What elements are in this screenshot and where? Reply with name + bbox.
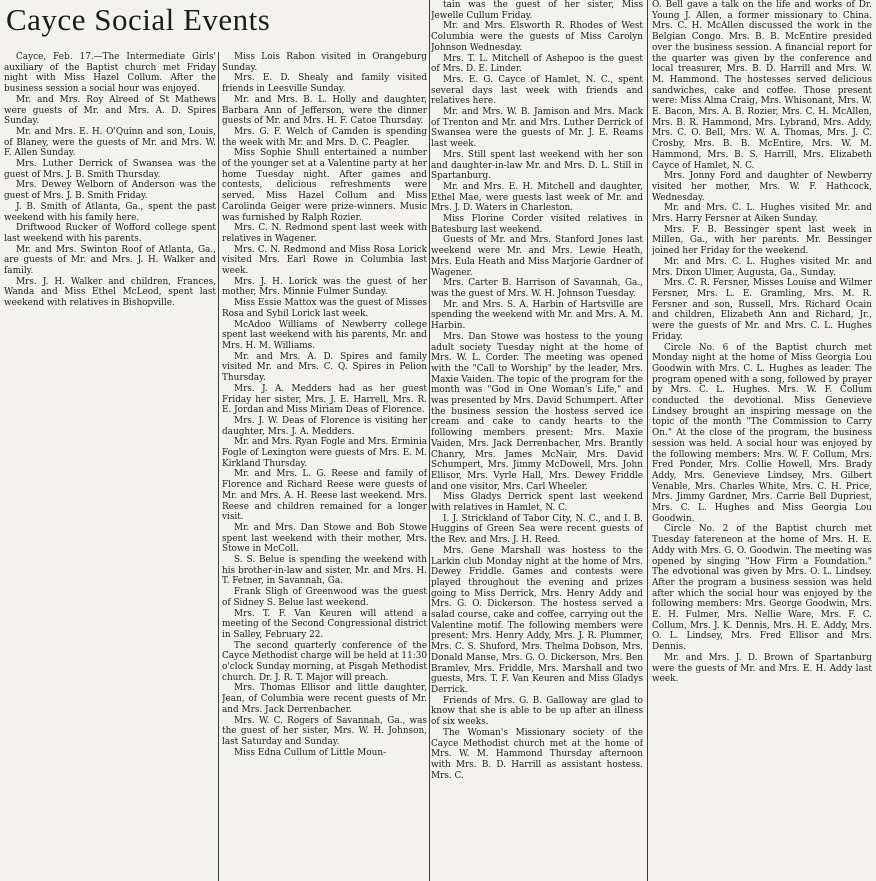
headline: Cayce Social Events [6, 2, 271, 37]
column-3 [431, 0, 643, 881]
news-item: Miss Gladys Derrick spent last weekend with relatives in Hamlet, N. C. [431, 492, 643, 514]
news-item: Mr. and Mrs. J. D. Brown of Spartanburg were the guests of Mr. and Mrs. E. H. Addy last week. [652, 652, 872, 685]
news-item: McAdoo Williams of Newberry college spent last weekend with his parents, Mr. and Mrs. H. M. Williams. [222, 319, 427, 351]
news-item: Mr. and Mrs. E. H. Mitchell and daughter, Ethel Mae, were guests last week of Mr. and Mrs. J. D. Waters in Charleston. [431, 181, 643, 214]
news-item: Mrs. C. R. Fersner, Misses Louise and Wilmer Fersner, Mrs. L. E. Gramling, Mrs. M. R. Fersner and son, Russell, Mrs. Richard Ocain and children, Elizabeth Ann and Richard, Jr., were the guests of Mr. and Mrs. C. L. Hughes Friday. [652, 278, 872, 342]
news-item: tain was the guest of her sister, Miss Jewelle Cullum Friday. [431, 0, 643, 21]
news-item: Mr. and Mrs. L. G. Reese and family of Florence and Richard Reese were guests of Mr. and Mrs. A. H. Reese last weekend. Mrs. Reese and children remained for a longer visit. [222, 469, 427, 523]
news-item: Circle No. 6 of the Baptist church met Monday night at the home of Miss Georgia Lou Goodwin with Mrs. C. L. Hughes as leader. The program opened with a song, followed by prayer by Mrs. C. L. Hughes. Mrs. W. F. Collum conducted the devotional. Miss Genevieve Lindsey brought an inspiring message on the topic of the month "The Commission to Carry On." At the close of the program, the business session was held. A social hour was enjoyed by the following members: Mrs. W. F. Collum, Mrs. Fred Ponder, Mrs. Collie Howell, Mrs. Brady Addy, Mrs. Genevieve Lindsey, Mrs. Gilbert Venable, Mrs. Charles White, Mrs. C. H. Price, Mrs. Jimmy Gardner, Mrs. Carrie Bell Dupriest, Mrs. C. L. Hughes and Miss Georgia Lou Goodwin. [652, 342, 872, 524]
news-item: Mr. and Mrs. W. B. Jamison and Mrs. Mack of Trenton and Mr. and Mrs. Luther Derrick of Swansea were the guests of Mr. J. E. Reams last week. [431, 107, 643, 150]
news-item: Mrs. J. A. Medders had as her guest Friday her sister, Mrs. J. E. Harrell, Mrs. R. E. Jordan and Miss Miriam Deas of Florence. [222, 383, 427, 416]
news-item: Mrs. E. G. Cayce of Hamlet, N. C., spent several days last week with friends and relatives here. [431, 74, 643, 107]
news-item: Guests of Mr. and Mrs. Stanford Jones last weekend were Mr. and Mrs. Lewie Heath, Mrs. Eula Heath and Miss Marjorie Gardner of Wagener. [431, 235, 643, 278]
news-item: Mr. and Mrs. Swinton Roof of Atlanta, Ga., are guests of Mr. and Mrs. J. H. Walker and family. [4, 244, 216, 277]
news-item: Miss Lois Rabon visited in Orangeburg Sunday. [222, 52, 427, 73]
news-item: Mrs. C. N. Redmond spent last week with relatives in Wagener. [222, 223, 427, 244]
news-item: Miss Essie Mattox was the guest of Misses Rosa and Sybil Lorick last week. [222, 298, 427, 319]
column-1 [4, 52, 216, 881]
news-item: Mrs. Gene Marshall was hostess to the Larkin club Monday night at the home of Mrs. Dewey Friddle. Games and contests were played throughout the evening and prizes going to Miss Derrick, Mrs. Henry Addy and Mrs. G. O. Dickerson. The hostess served a salad course, cake and coffee, carrying out the Valentine motif. The following members were present: Mrs. Henry Addy, Mrs. J. R. Plummer, Mrs. C. S. Shuford, Mrs. Thelma Dobson, Mrs. Donald Manse, Mrs. G. O. Dickerson, Mrs. Ben Bramlev, Mrs. Friddle, Mrs. Marshall and two guests, Mrs. T. F. Van Keuren and Miss Gladys Derrick. [431, 545, 643, 695]
news-item: O. Bell gave a talk on the life and works of Dr. Young J. Allen, a former missionary to China. Mrs. C. H. McAllen discussed the work in the Belgian Congo. Mrs. B. B. McEntire presided over the business session. A financial report for the quarter was given by the conference and local treasurer, Mrs. B. D. Harrill and Mrs. W. M. Hammond. The hostesses served delicious sandwiches, cake and coffee. Those present were: Miss Alma Craig, Mrs. Whisonant, Mrs. W. E. Bacon, Mrs. A. B. Rozier, Mrs. C. H. McAllen, Mrs. B. R. Hammond, Mrs. Lybrand, Mrs. Addy, Mrs. C. O. Bell, Mrs. W. A. Thomas, Mrs. J. C. Crosby, Mrs. B. B. McEntire, Mrs. W. M. Hammond, Mrs. B. S. Harrill, Mrs. Elizabeth Cayce of Hamlet, N. C. [652, 0, 872, 171]
news-item: Mrs. Dan Stowe was hostess to the young adult society Tuesday night at the home of Mrs. W. L. Corder. The meeting was opened with the "Call to Worship" by the leader, Mrs. Maxie Vaiden. The topic of the program for the month was "God in One Woman's Life," and was presented by Mrs. David Schumpert. After the business session the hostess served ice cream and cake to candy hearts to the following members present: Mrs. Maxie Vaiden, Mrs. Jack Derrenbacher, Mrs. Brantly Chanry, Mrs. James McNair, Mrs. David Schumpert, Mrs. Jimmy McDowell, Mrs. John Ellisor, Mrs. Vyrle Hall, Mrs. Dewey Friddle and one visitor, Mrs. Carl Wheeler. [431, 331, 643, 492]
column-divider [218, 52, 219, 881]
news-item: Driftwood Rucker of Wofford college spent last weekend with his parents. [4, 223, 216, 244]
column-divider [647, 0, 648, 881]
column-4 [652, 0, 872, 881]
column-divider [429, 0, 430, 881]
news-item: Mrs. Thomas Ellisor and little daughter, Jean, of Columbia were recent guests of Mr. and Mrs. Jack Derrenbacher. [222, 683, 427, 715]
news-item: The Woman's Missionary society of the Cayce Methodist church met at the home of Mrs. W. M. Hammond Thursday afternoon with Mrs. B. D. Harrill as assistant hostess. Mrs. C. [431, 727, 643, 781]
news-item: Mr. and Mrs. B. L. Holly and daughter, Barbara Ann of Jefferson, were the dinner guests of Mr. and Mrs. H. F. Catoe Thursday. [222, 94, 427, 127]
news-item: The second quarterly conference of the Cayce Methodist charge will be held at 11:30 o'clock Sunday morning, at Pisgah Methodist church. Dr. J. R. T. Major will preach. [222, 640, 427, 683]
news-item: Mr. and Mrs. C. L. Hughes visited Mr. and Mrs. Dixon Ulmer, Augusta, Ga., Sunday. [652, 256, 872, 278]
news-item: Mrs. J. H. Lorick was the guest of her mother, Mrs. Minnie Fulmer Sunday. [222, 276, 427, 298]
news-item: Mr. and Mrs. A. D. Spires and family visited Mr. and Mrs. C. Q. Spires in Pelion Thursday. [222, 351, 427, 384]
news-item: Mrs. T. L. Mitchell of Ashepoo is the guest of Mrs. D. E. Linder. [431, 53, 643, 75]
news-item: Mrs. Still spent last weekend with her son and daughter-in-law Mr. and Mrs. D. L. Still in Spartanburg. [431, 149, 643, 182]
news-item: Miss Florine Corder visited relatives in Batesburg last weekend. [431, 214, 643, 235]
news-item: Mr. and Mrs. Roy Alreed of St Mathews were guests of Mr. and Mrs. A. D. Spires Sunday. [4, 94, 216, 127]
news-item: Mrs. J. H. Walker and children, Frances, Wanda and Miss Ethel McLeod, spent last weekend with relatives in Bishopville. [4, 276, 216, 309]
column-2 [222, 52, 427, 881]
news-item: S. S. Belue is spending the weekend with his brother-in-law and sister, Mr. and Mrs. H. T. Fetner, in Savannah, Ga. [222, 555, 427, 587]
news-item: Mrs. Dewey Welborn of Anderson was the guest of Mrs. J. B. Smith Friday. [4, 180, 216, 202]
news-item: Mr. and Mrs. Ryan Fogle and Mrs. Erminia Fogle of Lexington were guests of Mrs. E. M. Kirkland Thursday. [222, 437, 427, 469]
news-item: Mrs. Luther Derrick of Swansea was the guest of Mrs. J. B. Smith Thursday. [4, 159, 216, 180]
news-item: Mrs. E. D. Shealy and family visited friends in Leesville Sunday. [222, 73, 427, 95]
news-item: Cayce, Feb. 17.—The Intermediate Girls' auxiliary of the Baptist church met Friday night with Miss Hazel Collum. After the business session a social hour was enjoyed. [4, 52, 216, 95]
news-item: Mrs. J. W. Deas of Florence is visiting her daughter, Mrs. J. A. Medders. [222, 415, 427, 437]
news-item: Frank Sligh of Greenwood was the guest of Sidney S. Belue last weekend. [222, 587, 427, 608]
news-item: Mrs. Jonny Ford and daughter of Newberry visited her mother, Mrs. W. F. Hathcock, Wednesday. [652, 171, 872, 203]
news-item: Friends of Mrs. G. B. Galloway are glad to know that she is able to be up after an illness of six weeks. [431, 695, 643, 728]
news-item: Miss Sophie Shull entertained a number of the younger set at a Valentine party at her home Tuesday night. After games and contests, delicious refreshments were served. Miss Hazel Collum and Miss Carolinda Geiger were prize-winners. Music was furnished by Ralph Rozier. [222, 148, 427, 223]
news-item: Mr. and Mrs. S. A. Harbin of Hartsville are spending the weekend with Mr. and Mrs. A. M. Harbin. [431, 299, 643, 332]
news-item: Mrs. W. C. Rogers of Savannah, Ga., was the guest of her sister, Mrs. W. H. Johnson, last Saturday and Sunday. [222, 715, 427, 747]
news-item: Mrs. G. F. Welch of Camden is spending the week with Mr. and Mrs. D. C. Peagler. [222, 126, 427, 148]
news-item: Miss Edna Cullum of Little Moun- [234, 747, 387, 758]
news-item: Mrs. C. N. Redmond and Miss Rosa Lorick visited Mrs. Earl Rowe in Columbia last week. [222, 244, 427, 277]
news-item: J. B. Smith of Atlanta, Ga., spent the past weekend with his family here. [4, 201, 216, 223]
news-item: Mrs. T. F. Van Keuren will attend a meeting of the Second Congressional district in Salley, February 22. [222, 608, 427, 640]
news-item: Mr. and Mrs. E. H. O'Quinn and son, Louis, of Blaney, were the guests of Mr. and Mrs. W. F. Allen Sunday. [4, 126, 216, 159]
news-item: Mrs. F. B. Bessinger spent last week in Millen, Ga., with her parents. Mr. Bessinger joined her Friday for the weekend. [652, 224, 872, 257]
news-item: I. J. Strickland of Tabor City, N. C., and I. B. Huggins of Green Sea were recent guests of the Rev. and Mrs. J. H. Reed. [431, 513, 643, 546]
news-item: Mr. and Mrs. Dan Stowe and Bob Stowe spent last weekend with their mother, Mrs. Stowe in McColl. [222, 522, 427, 555]
news-item: Circle No. 2 of the Baptist church met Tuesday fatereneon at the home of Mrs. H. E. Addy with Mrs. G. O. Goodwin. The meeting was opened by singing "How Firm a Foundation." The edvotional was given by Mrs. O. L. Lindsey. After the program a business session was held after which the social hour was enjoyed by the following members: Mrs. George Goodwin, Mrs. E. H. Fulmer, Mrs. Nellie Ware, Mrs. F. C. Collum, Mrs. J. K. Dennis, Mrs. H. E. Addy, Mrs. O. L. Lindsey, Mrs. Fred Ellisor and Mrs. Dennis. [652, 524, 872, 653]
news-item: Mrs. Carter B. Harrison of Savannah, Ga., was the guest of Mrs. W. H. Johnson Tuesday. [431, 278, 643, 299]
news-item: Mr. and Mrs. Elsworth R. Rhodes of West Columbia were the guests of Miss Carolyn Johnson Wednesday. [431, 21, 643, 53]
news-item: Mr. and Mrs. C. L. Hughes visited Mr. and Mrs. Harry Fersner at Aiken Sunday. [652, 203, 872, 225]
